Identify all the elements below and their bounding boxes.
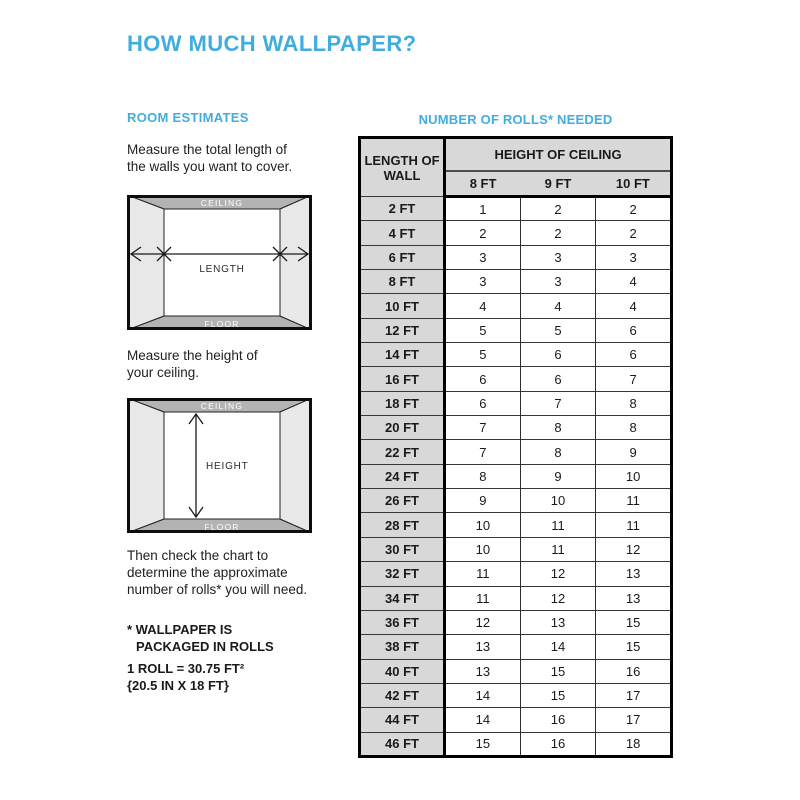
roll-size-line: {20.5 IN X 18 FT} [127,678,229,693]
rolls-value-cell: 3 [520,245,596,269]
wall-length-cell: 28 FT [360,513,445,537]
rolls-value-cell: 13 [445,659,521,683]
rolls-value-cell: 14 [445,683,521,707]
table-row [360,318,672,342]
length-of-wall-header: LENGTH OF WALL [360,138,445,197]
rolls-value-cell: 11 [596,513,672,537]
rolls-value-cell: 8 [596,391,672,415]
rolls-value-cell: 9 [596,440,672,464]
wall-length-cell: 2 FT [360,197,445,221]
measure-length-text [127,141,292,175]
rolls-value-cell: 10 [445,537,521,561]
rolls-value-cell: 5 [445,343,521,367]
table-row [360,391,672,415]
rolls-value-cell: 11 [520,513,596,537]
table-row [360,610,672,634]
room-height-diagram [127,398,312,533]
check-chart-text [127,547,307,598]
rolls-value-cell: 5 [520,318,596,342]
rolls-needed-table [358,136,673,758]
rolls-value-cell: 15 [596,635,672,659]
page-title: HOW MUCH WALLPAPER? [127,31,417,56]
rolls-value-cell: 17 [596,708,672,732]
table-row [360,221,672,245]
rolls-value-cell: 6 [520,343,596,367]
wall-length-cell: 32 FT [360,562,445,586]
measure-height-text [127,347,258,381]
room-length-diagram-svg [127,195,312,330]
roll-size-line: 1 ROLL = 30.75 FT² [127,661,245,676]
table-row [360,562,672,586]
rolls-value-cell: 8 [596,416,672,440]
rolls-value-cell: 3 [520,270,596,294]
rolls-value-cell: 15 [596,610,672,634]
rolls-value-cell: 14 [520,635,596,659]
wall-length-cell: 12 FT [360,318,445,342]
rolls-value-cell: 13 [596,562,672,586]
rolls-value-cell: 16 [520,732,596,756]
length-label: LENGTH [199,264,245,275]
rolls-value-cell: 14 [445,708,521,732]
rolls-value-cell: 11 [596,489,672,513]
rolls-value-cell: 3 [596,245,672,269]
room-height-diagram-svg [127,398,312,533]
text-line: your ceiling. [127,365,200,380]
rolls-value-cell: 12 [445,610,521,634]
rolls-value-cell: 4 [445,294,521,318]
wall-length-cell: 8 FT [360,270,445,294]
table-row [360,513,672,537]
table-row [360,537,672,561]
room-estimates-heading: ROOM ESTIMATES [127,110,249,125]
wall-length-cell: 22 FT [360,440,445,464]
rolls-value-cell: 15 [520,683,596,707]
rolls-value-cell: 4 [520,294,596,318]
floor-label: FLOOR [204,522,240,532]
col-header-10ft: 10 FT [596,171,672,197]
table-row [360,659,672,683]
rolls-value-cell: 3 [445,245,521,269]
rolls-value-cell: 6 [445,391,521,415]
table-row [360,708,672,732]
rolls-value-cell: 15 [445,732,521,756]
wall-length-cell: 10 FT [360,294,445,318]
rolls-value-cell: 6 [596,343,672,367]
wall-length-cell: 38 FT [360,635,445,659]
table-row [360,294,672,318]
rolls-value-cell: 12 [520,562,596,586]
rolls-value-cell: 6 [596,318,672,342]
footnote-line: PACKAGED IN ROLLS [136,639,274,654]
table-row [360,343,672,367]
right-wall [280,398,312,533]
rolls-value-cell: 8 [520,416,596,440]
rolls-value-cell: 12 [520,586,596,610]
wall-length-cell: 46 FT [360,732,445,756]
ceiling-label: CEILING [200,401,244,411]
footnote-line: * WALLPAPER IS [127,622,233,637]
rolls-value-cell: 4 [596,270,672,294]
table-row [360,367,672,391]
wall-length-cell: 44 FT [360,708,445,732]
wall-length-cell: 4 FT [360,221,445,245]
table-row [360,683,672,707]
wall-length-cell: 24 FT [360,464,445,488]
rolls-table-header [360,138,672,197]
rolls-value-cell: 11 [445,562,521,586]
text-line: Measure the total length of [127,142,287,157]
table-row [360,464,672,488]
rolls-value-cell: 2 [596,221,672,245]
rolls-value-cell: 1 [445,197,521,221]
wall-length-cell: 30 FT [360,537,445,561]
wall-length-cell: 18 FT [360,391,445,415]
rolls-value-cell: 2 [596,197,672,221]
room-length-diagram [127,195,312,330]
text-line: Then check the chart to [127,548,269,563]
table-row [360,732,672,756]
roll-size-info [127,660,244,694]
rolls-value-cell: 7 [596,367,672,391]
wall-length-cell: 40 FT [360,659,445,683]
rolls-value-cell: 8 [520,440,596,464]
table-row [360,635,672,659]
rolls-value-cell: 17 [596,683,672,707]
rolls-value-cell: 10 [445,513,521,537]
rolls-value-cell: 15 [520,659,596,683]
height-label: HEIGHT [206,461,249,472]
rolls-value-cell: 9 [445,489,521,513]
rolls-value-cell: 5 [445,318,521,342]
ceiling-label: CEILING [200,198,244,208]
rolls-value-cell: 2 [445,221,521,245]
text-line: the walls you want to cover. [127,159,293,174]
right-wall [280,195,312,330]
wall-length-cell: 42 FT [360,683,445,707]
text-line: determine the approximate [127,565,288,580]
text-line: number of rolls* you will need. [127,582,308,597]
rolls-value-cell: 13 [520,610,596,634]
rolls-footnote [127,621,274,655]
wall-length-cell: 14 FT [360,343,445,367]
col-header-9ft: 9 FT [520,171,596,197]
rolls-value-cell: 18 [596,732,672,756]
table-row [360,245,672,269]
back-wall [164,209,280,316]
rolls-value-cell: 11 [520,537,596,561]
wall-length-cell: 16 FT [360,367,445,391]
rolls-table-body [360,197,672,757]
rolls-value-cell: 7 [445,416,521,440]
rolls-value-cell: 8 [445,464,521,488]
rolls-value-cell: 4 [596,294,672,318]
height-of-ceiling-header: HEIGHT OF CEILING [445,138,672,171]
rolls-value-cell: 6 [445,367,521,391]
table-row [360,270,672,294]
rolls-value-cell: 10 [596,464,672,488]
rolls-value-cell: 6 [520,367,596,391]
table-row [360,197,672,221]
table-row [360,440,672,464]
left-wall [127,398,164,533]
table-row [360,489,672,513]
table-row [360,416,672,440]
rolls-value-cell: 2 [520,197,596,221]
rolls-value-cell: 7 [445,440,521,464]
wall-length-cell: 6 FT [360,245,445,269]
rolls-value-cell: 11 [445,586,521,610]
left-wall [127,195,164,330]
wall-length-cell: 26 FT [360,489,445,513]
table-row [360,586,672,610]
rolls-value-cell: 7 [520,391,596,415]
room-estimates-column [127,0,347,800]
rolls-value-cell: 13 [596,586,672,610]
rolls-value-cell: 2 [520,221,596,245]
rolls-value-cell: 16 [520,708,596,732]
floor-label: FLOOR [204,319,240,329]
rolls-value-cell: 12 [596,537,672,561]
rolls-value-cell: 10 [520,489,596,513]
col-header-8ft: 8 FT [445,171,521,197]
rolls-value-cell: 16 [596,659,672,683]
text-line: Measure the height of [127,348,258,363]
rolls-value-cell: 3 [445,270,521,294]
rolls-table-heading: NUMBER OF ROLLS* NEEDED [418,112,613,127]
rolls-value-cell: 9 [520,464,596,488]
wall-length-cell: 34 FT [360,586,445,610]
wall-length-cell: 20 FT [360,416,445,440]
rolls-value-cell: 13 [445,635,521,659]
wall-length-cell: 36 FT [360,610,445,634]
